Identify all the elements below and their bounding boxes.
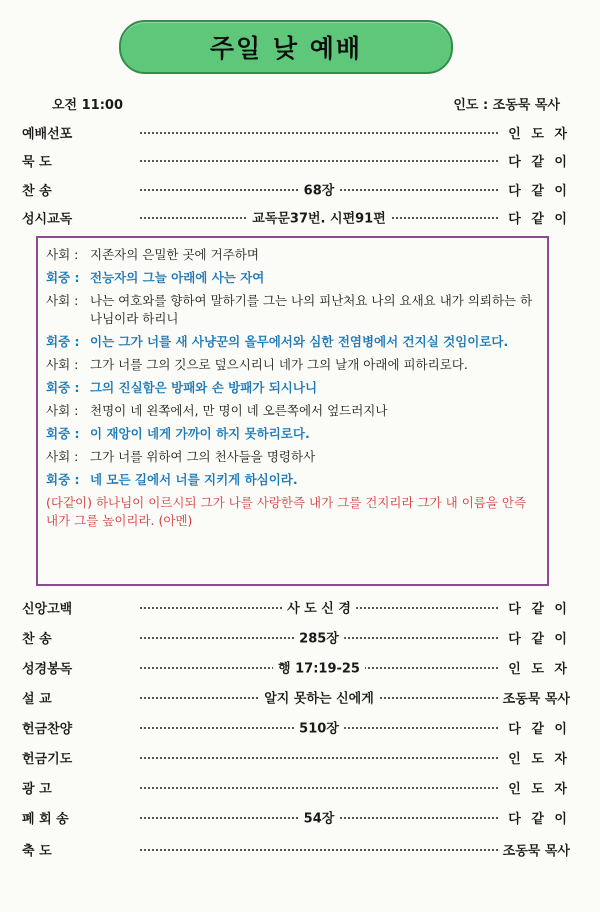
order-content: 알지 못하는 신에게 bbox=[259, 688, 379, 707]
order-label: 광 고 bbox=[22, 781, 52, 797]
order-item bbox=[22, 656, 570, 678]
reading-line bbox=[46, 292, 539, 328]
reading-speaker: 회중 : bbox=[46, 380, 80, 395]
order-content: 교독문37번. 시편91편 bbox=[247, 208, 391, 227]
order-who: 다 같 이 bbox=[508, 154, 570, 170]
order-item bbox=[22, 838, 570, 860]
reading-line bbox=[46, 471, 539, 489]
title-banner bbox=[119, 20, 453, 74]
order-item bbox=[22, 149, 570, 171]
reading-text: 그가 너를 위하여 그의 천사들을 명령하사 bbox=[90, 449, 316, 464]
order-label: 헌금기도 bbox=[22, 751, 73, 767]
order-who: 조동묵 목사 bbox=[502, 843, 570, 859]
order-content: 사 도 신 경 bbox=[282, 598, 356, 617]
reading-line bbox=[46, 448, 539, 466]
order-who: 다 같 이 bbox=[508, 211, 570, 227]
reading-text: 그의 진실함은 방패와 손 방패가 되시나니 bbox=[90, 380, 318, 395]
order-label: 묵 도 bbox=[22, 154, 52, 170]
order-content: 285장 bbox=[294, 628, 344, 647]
order-item bbox=[22, 596, 570, 618]
order-label: 성경봉독 bbox=[22, 661, 73, 677]
order-item bbox=[22, 776, 570, 798]
leader-dots bbox=[140, 757, 498, 759]
order-item bbox=[22, 178, 570, 200]
reading-speaker: 회중 : bbox=[46, 426, 80, 441]
reading-text: 지존자의 은밀한 곳에 거주하며 bbox=[90, 247, 259, 262]
order-label: 헌금찬양 bbox=[22, 721, 73, 737]
order-who: 인 도 자 bbox=[508, 661, 570, 677]
reading-closing bbox=[46, 494, 539, 530]
order-who: 다 같 이 bbox=[508, 631, 570, 647]
reading-text: 나는 여호와를 향하여 말하기를 그는 나의 피난처요 나의 요새요 내가 의뢰하는 하나님이라 하리니 bbox=[90, 293, 533, 326]
reading-line bbox=[46, 246, 539, 264]
leader-dots bbox=[140, 787, 498, 789]
order-label: 찬 송 bbox=[22, 183, 52, 199]
order-item bbox=[22, 121, 570, 143]
order-who: 조동묵 목사 bbox=[502, 691, 570, 707]
order-label: 성시교독 bbox=[22, 211, 73, 227]
reading-text: 이는 그가 너를 새 사냥꾼의 올무에서와 심한 전염병에서 건지실 것임이로다. bbox=[90, 334, 509, 349]
reading-speaker: 사회 : bbox=[46, 403, 79, 418]
reading-line bbox=[46, 356, 539, 374]
order-item bbox=[22, 806, 570, 828]
order-item bbox=[22, 626, 570, 648]
order-item bbox=[22, 746, 570, 768]
responsive-reading bbox=[36, 236, 549, 586]
reading-text: 이 재앙이 네게 가까이 하지 못하리로다. bbox=[90, 426, 310, 441]
reading-line bbox=[46, 269, 539, 287]
order-who: 인 도 자 bbox=[508, 781, 570, 797]
reading-closing-text: (다같이) 하나님이 이르시되 그가 나를 사랑한즉 내가 그를 건지리라 그가 내 이름을 안즉 내가 그를 높이리라. (아멘) bbox=[46, 495, 527, 528]
service-leader: 인도 : 조동묵 목사 bbox=[453, 98, 560, 113]
service-time: 오전 11:00 bbox=[52, 98, 124, 113]
order-label: 신앙고백 bbox=[22, 601, 73, 617]
order-who: 인 도 자 bbox=[508, 126, 570, 142]
leader-dots bbox=[140, 160, 498, 162]
order-label: 설 교 bbox=[22, 691, 52, 707]
reading-speaker: 사회 : bbox=[46, 247, 79, 262]
reading-speaker: 회중 : bbox=[46, 334, 80, 349]
reading-speaker: 사회 : bbox=[46, 449, 79, 464]
service-info bbox=[52, 94, 560, 113]
order-item bbox=[22, 206, 570, 228]
reading-text: 그가 너를 그의 깃으로 덮으시리니 네가 그의 날개 아래에 피하리로다. bbox=[90, 357, 468, 372]
reading-text: 전능자의 그늘 아래에 사는 자여 bbox=[90, 270, 265, 285]
reading-speaker: 사회 : bbox=[46, 293, 79, 308]
order-who: 다 같 이 bbox=[508, 183, 570, 199]
reading-speaker: 사회 : bbox=[46, 357, 79, 372]
reading-line bbox=[46, 402, 539, 420]
order-item bbox=[22, 686, 570, 708]
order-who: 다 같 이 bbox=[508, 811, 570, 827]
page-title: 주일 낮 예배 bbox=[209, 34, 363, 63]
order-content: 행 17:19-25 bbox=[273, 658, 365, 677]
order-content: 54장 bbox=[299, 808, 340, 827]
order-who: 다 같 이 bbox=[508, 721, 570, 737]
order-content: 510장 bbox=[294, 718, 344, 737]
reading-line bbox=[46, 425, 539, 443]
reading-text: 네 모든 길에서 너를 지키게 하심이라. bbox=[90, 472, 298, 487]
leader-dots bbox=[140, 132, 498, 134]
reading-speaker: 회중 : bbox=[46, 472, 80, 487]
order-label: 찬 송 bbox=[22, 631, 52, 647]
reading-text: 천명이 네 왼쪽에서, 만 명이 네 오른쪽에서 엎드러지나 bbox=[90, 403, 388, 418]
reading-line bbox=[46, 379, 539, 397]
order-label: 축 도 bbox=[22, 843, 52, 859]
reading-line bbox=[46, 333, 539, 351]
order-item bbox=[22, 716, 570, 738]
order-who: 인 도 자 bbox=[508, 751, 570, 767]
order-who: 다 같 이 bbox=[508, 601, 570, 617]
order-content: 68장 bbox=[299, 180, 340, 199]
leader-dots bbox=[140, 849, 498, 851]
reading-speaker: 회중 : bbox=[46, 270, 80, 285]
order-label: 폐 회 송 bbox=[22, 811, 69, 827]
order-label: 예배선포 bbox=[22, 126, 73, 142]
